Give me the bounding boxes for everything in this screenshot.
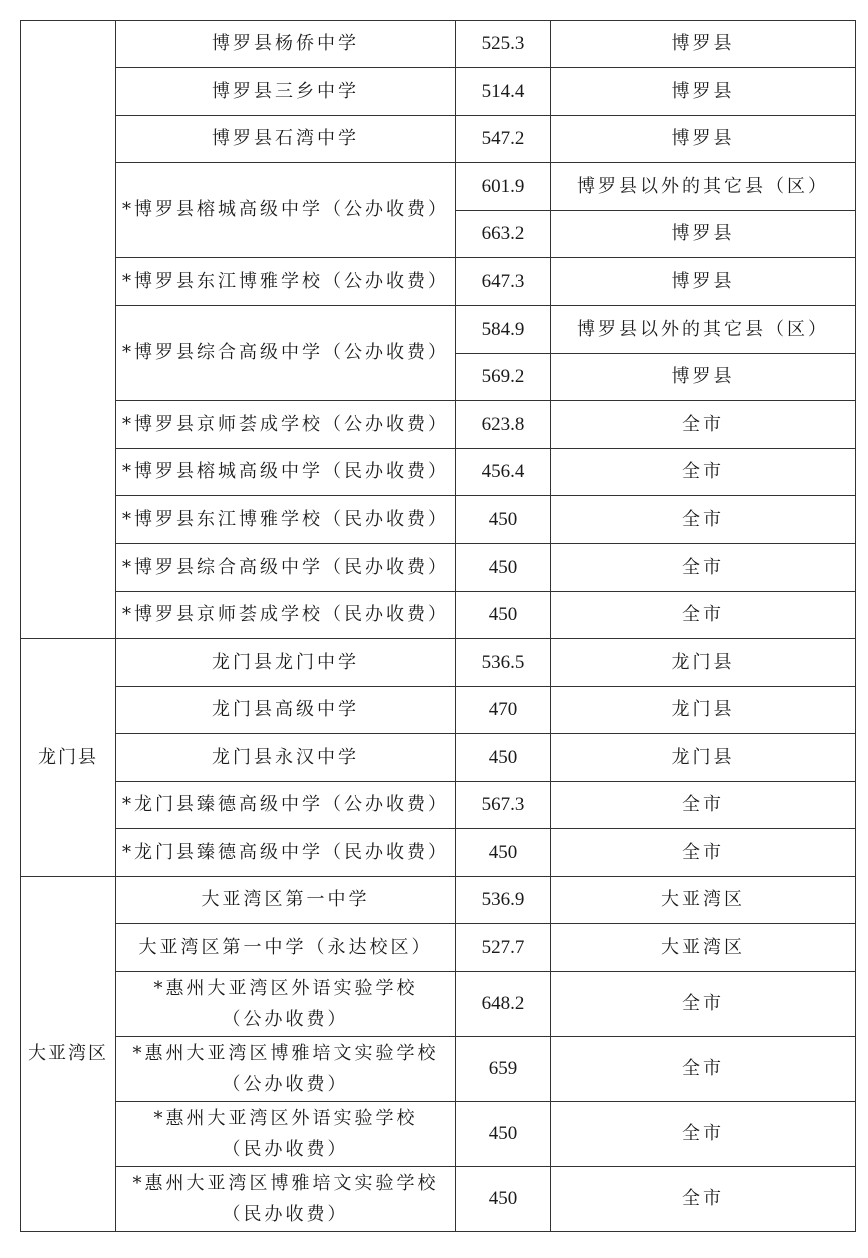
score-cell: 450	[456, 1167, 551, 1232]
enrollment-scope-cell: 全市	[551, 829, 856, 877]
table-row	[21, 924, 856, 972]
enrollment-scope-cell: 全市	[551, 1102, 856, 1167]
school-name-cell	[116, 21, 456, 68]
school-name-line: *博罗县京师荟成学校（民办收费）	[122, 604, 449, 625]
enrollment-scope-cell: 博罗县	[551, 354, 856, 401]
score-cell: 450	[456, 829, 551, 877]
score-cell: 527.7	[456, 924, 551, 972]
score-cell: 584.9	[456, 306, 551, 354]
table-row	[21, 687, 856, 734]
school-name-line: *博罗县综合高级中学（公办收费）	[122, 342, 449, 363]
enrollment-scope-cell: 博罗县以外的其它县（区）	[551, 306, 856, 354]
score-cell: 450	[456, 1102, 551, 1167]
table-row	[21, 401, 856, 449]
school-name-line: *惠州大亚湾区博雅培文实验学校	[132, 1043, 439, 1064]
enrollment-scope-cell: 全市	[551, 449, 856, 496]
school-name-line: *博罗县东江博雅学校（公办收费）	[122, 270, 449, 292]
school-name-line: 龙门县龙门中学	[212, 651, 359, 673]
school-name-cell	[116, 496, 456, 544]
school-name-line: 博罗县三乡中学	[212, 80, 359, 102]
table-row	[21, 163, 856, 211]
score-cell: 470	[456, 687, 551, 734]
school-name-line: 博罗县杨侨中学	[212, 33, 359, 54]
school-name-cell	[116, 544, 456, 592]
enrollment-scope-cell: 博罗县	[551, 68, 856, 116]
enrollment-scope-cell: 龙门县	[551, 734, 856, 782]
school-name-line: *博罗县东江博雅学校（民办收费）	[122, 508, 449, 530]
school-name-cell	[116, 639, 456, 687]
table-row	[21, 258, 856, 306]
enrollment-scope-cell: 博罗县	[551, 116, 856, 163]
enrollment-scope-cell: 全市	[551, 782, 856, 829]
score-cell: 450	[456, 544, 551, 592]
score-cell: 647.3	[456, 258, 551, 306]
school-name-cell	[116, 972, 456, 1037]
enrollment-scope-cell: 全市	[551, 972, 856, 1037]
enrollment-scope-cell: 博罗县以外的其它县（区）	[551, 163, 856, 211]
table-body	[21, 21, 856, 1232]
table-row	[21, 782, 856, 829]
school-name-line: （公办收费）	[222, 1074, 349, 1095]
score-cell: 569.2	[456, 354, 551, 401]
school-name-cell	[116, 782, 456, 829]
table-row	[21, 21, 856, 68]
school-name-line: 龙门县高级中学	[212, 699, 359, 720]
table-row	[21, 972, 856, 1037]
school-name-cell	[116, 1037, 456, 1102]
enrollment-scope-cell: 全市	[551, 401, 856, 449]
school-name-line: *龙门县臻德高级中学（公办收费）	[122, 794, 449, 815]
school-name-line: *博罗县榕城高级中学（民办收费）	[122, 461, 449, 482]
score-cell: 547.2	[456, 116, 551, 163]
enrollment-scope-cell: 全市	[551, 592, 856, 639]
school-name-cell	[116, 1102, 456, 1167]
district-cell	[21, 21, 116, 639]
school-name-line: 龙门县永汉中学	[212, 746, 359, 768]
enrollment-scope-cell: 全市	[551, 1167, 856, 1232]
score-cell: 601.9	[456, 163, 551, 211]
enrollment-scope-cell: 大亚湾区	[551, 877, 856, 924]
school-name-line: *惠州大亚湾区外语实验学校	[153, 978, 418, 999]
school-name-line: 博罗县石湾中学	[212, 128, 359, 149]
score-cell: 536.9	[456, 877, 551, 924]
school-name-line: （民办收费）	[222, 1204, 349, 1225]
enrollment-scope-cell: 全市	[551, 1037, 856, 1102]
school-name-line: *博罗县榕城高级中学（公办收费）	[122, 199, 449, 220]
school-name-cell	[116, 592, 456, 639]
table-row	[21, 1102, 856, 1167]
school-name-cell	[116, 116, 456, 163]
school-name-cell	[116, 258, 456, 306]
score-cell: 659	[456, 1037, 551, 1102]
score-cell: 514.4	[456, 68, 551, 116]
school-name-cell	[116, 1167, 456, 1232]
school-name-line: *惠州大亚湾区博雅培文实验学校	[132, 1173, 439, 1194]
school-name-line: 大亚湾区第一中学	[201, 889, 370, 910]
school-name-line: *博罗县京师荟成学校（公办收费）	[122, 413, 449, 435]
school-name-line: *博罗县综合高级中学（民办收费）	[122, 556, 449, 578]
table-row	[21, 1037, 856, 1102]
school-name-cell	[116, 163, 456, 258]
score-cell: 567.3	[456, 782, 551, 829]
table-row	[21, 829, 856, 877]
table-row	[21, 449, 856, 496]
school-name-line: *龙门县臻德高级中学（民办收费）	[122, 841, 449, 863]
district-cell: 大亚湾区	[21, 877, 116, 1232]
enrollment-scope-cell: 龙门县	[551, 687, 856, 734]
table-row	[21, 877, 856, 924]
enrollment-scope-cell: 博罗县	[551, 258, 856, 306]
score-cell: 456.4	[456, 449, 551, 496]
score-cell: 536.5	[456, 639, 551, 687]
enrollment-scope-cell: 全市	[551, 496, 856, 544]
enrollment-scope-cell: 博罗县	[551, 211, 856, 258]
table-row	[21, 592, 856, 639]
score-cell: 450	[456, 592, 551, 639]
school-name-line: *惠州大亚湾区外语实验学校	[153, 1108, 418, 1129]
school-name-cell	[116, 734, 456, 782]
enrollment-scope-cell: 博罗县	[551, 21, 856, 68]
table-row	[21, 116, 856, 163]
table-row	[21, 734, 856, 782]
table-row	[21, 1167, 856, 1232]
school-name-cell	[116, 687, 456, 734]
score-cell: 525.3	[456, 21, 551, 68]
school-name-cell	[116, 449, 456, 496]
enrollment-scope-cell: 龙门县	[551, 639, 856, 687]
score-cell: 623.8	[456, 401, 551, 449]
school-name-cell	[116, 829, 456, 877]
score-cell: 450	[456, 734, 551, 782]
school-name-line: （公办收费）	[222, 1009, 349, 1030]
score-cell: 450	[456, 496, 551, 544]
school-name-line: （民办收费）	[222, 1139, 349, 1160]
enrollment-scope-cell: 大亚湾区	[551, 924, 856, 972]
table-row	[21, 544, 856, 592]
school-name-cell	[116, 306, 456, 401]
school-name-cell	[116, 877, 456, 924]
school-name-cell	[116, 68, 456, 116]
school-name-cell	[116, 401, 456, 449]
table-row	[21, 496, 856, 544]
table-row	[21, 306, 856, 354]
school-name-cell	[116, 924, 456, 972]
table-row	[21, 639, 856, 687]
score-cell: 663.2	[456, 211, 551, 258]
district-cell: 龙门县	[21, 639, 116, 877]
admission-score-table	[20, 20, 856, 1232]
school-name-line: 大亚湾区第一中学（永达校区）	[138, 936, 433, 958]
table-row	[21, 68, 856, 116]
enrollment-scope-cell: 全市	[551, 544, 856, 592]
score-cell: 648.2	[456, 972, 551, 1037]
